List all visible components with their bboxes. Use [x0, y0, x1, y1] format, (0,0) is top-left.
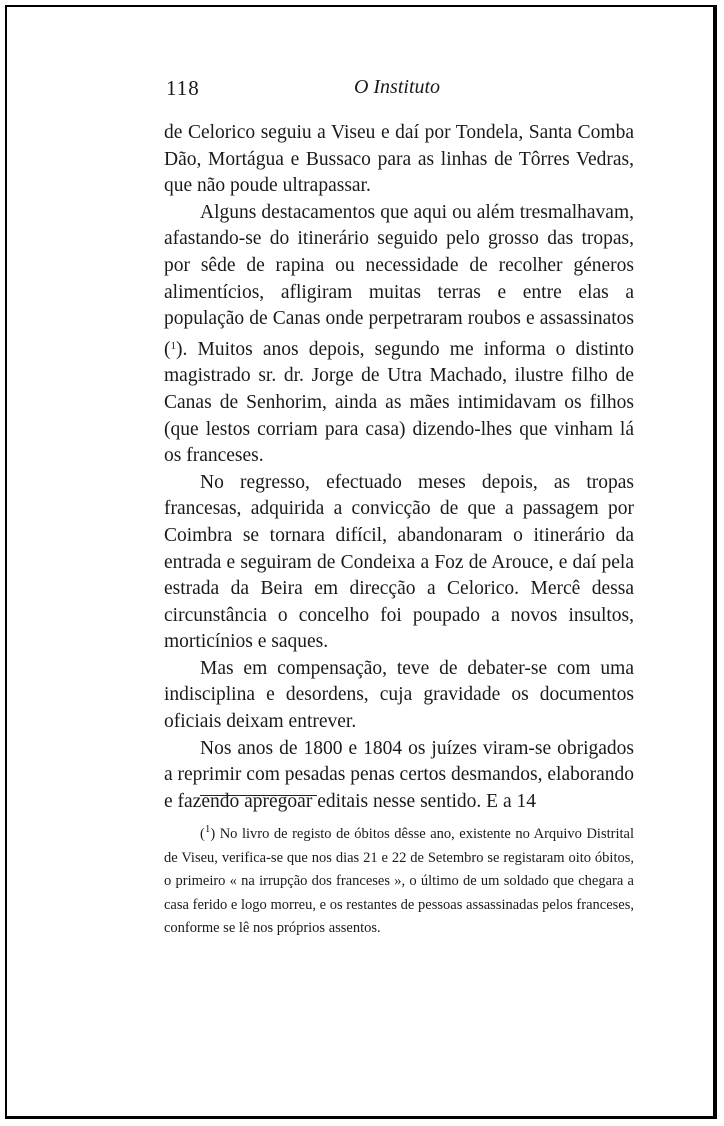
paragraph: Nos anos de 1800 e 1804 os juízes viram-se obrigados a reprimir com pesadas penas certos desmandos, elaborando e fazendo apregoar editais nesse sentido. E a 14: [164, 737, 634, 812]
paragraph: [164, 200, 634, 470]
footnote-reference: 1: [170, 339, 176, 352]
running-title: O Instituto: [353, 76, 441, 98]
page-number: 118: [166, 76, 200, 100]
footnote: [164, 818, 634, 941]
body-text: [164, 120, 634, 815]
paragraph: No regresso, efectuado meses depois, as tropas francesas, adquirida a convicção de que a passagem por Coimbra se tornara difícil, abandonaram o itinerário da entrada e seguiram de Condeixa a Foz de Arouce, e daí pela estrada da Beira em direcção a Celorico. Mercê dessa circunstância o concelho foi poupado a novos insultos, morticínios e saques.: [164, 471, 634, 653]
paragraph-text: ). Muitos anos depois, segundo me informa o distinto magistrado sr. dr. Jorge de Utra Machado, ilustre filho de Canas de Senhorim, ainda as mães intimidavam os filhos (que lestos corriam para casa) dizendo-lhes que vinham lá os franceses.: [164, 338, 634, 467]
footnote-text: ($^1$) No livro de registo de óbitos dêsse ano, existente no Arquivo Distrital de Viseu, verifica-se que nos dias 21 e 22 de Setembro se registaram oito óbitos, o primeiro « na irrupção dos franceses », o último de um soldado que chegara a casa ferido e logo morreu, e os restantes de pessoas assassinadas pelos franceses, conforme se lê nos próprios assentos.: [164, 823, 634, 936]
paragraph: Mas em compensação, teve de debater-se com uma indisciplina e desordens, cuja gravidade os documentos oficiais deixam entrever.: [164, 657, 634, 733]
footnote-divider: [200, 795, 317, 796]
paragraph: de Celorico seguiu a Viseu e daí por Tondela, Santa Comba Dão, Mortágua e Bussaco para as linhas de Tôrres Vedras, que não poude ultrapassar.: [164, 122, 634, 197]
paragraph-text: Alguns destacamentos que aqui ou além tresmalhavam, afastando-se do itinerário seguido pelo grosso das tropas, por sêde de rapina ou necessidade de recolher géneros alimentícios, afligiram muitas terras e entre elas a população de Canas onde perpetraram roubos e assassinatos (: [164, 201, 634, 360]
footnote-body: No livro de registo de óbitos dêsse ano, existente no Arquivo Distrital de Viseu, verifica-se que nos dias 21 e 22 de Setembro se registaram oito óbitos, o primeiro « na irrupção dos franceses », o último de um soldado que chegara a casa ferido e logo morreu, e os restantes de pessoas assassinadas pelos franceses, conforme se lê nos próprios assentos.: [164, 826, 634, 936]
footnote-marker: 1: [204, 823, 211, 835]
